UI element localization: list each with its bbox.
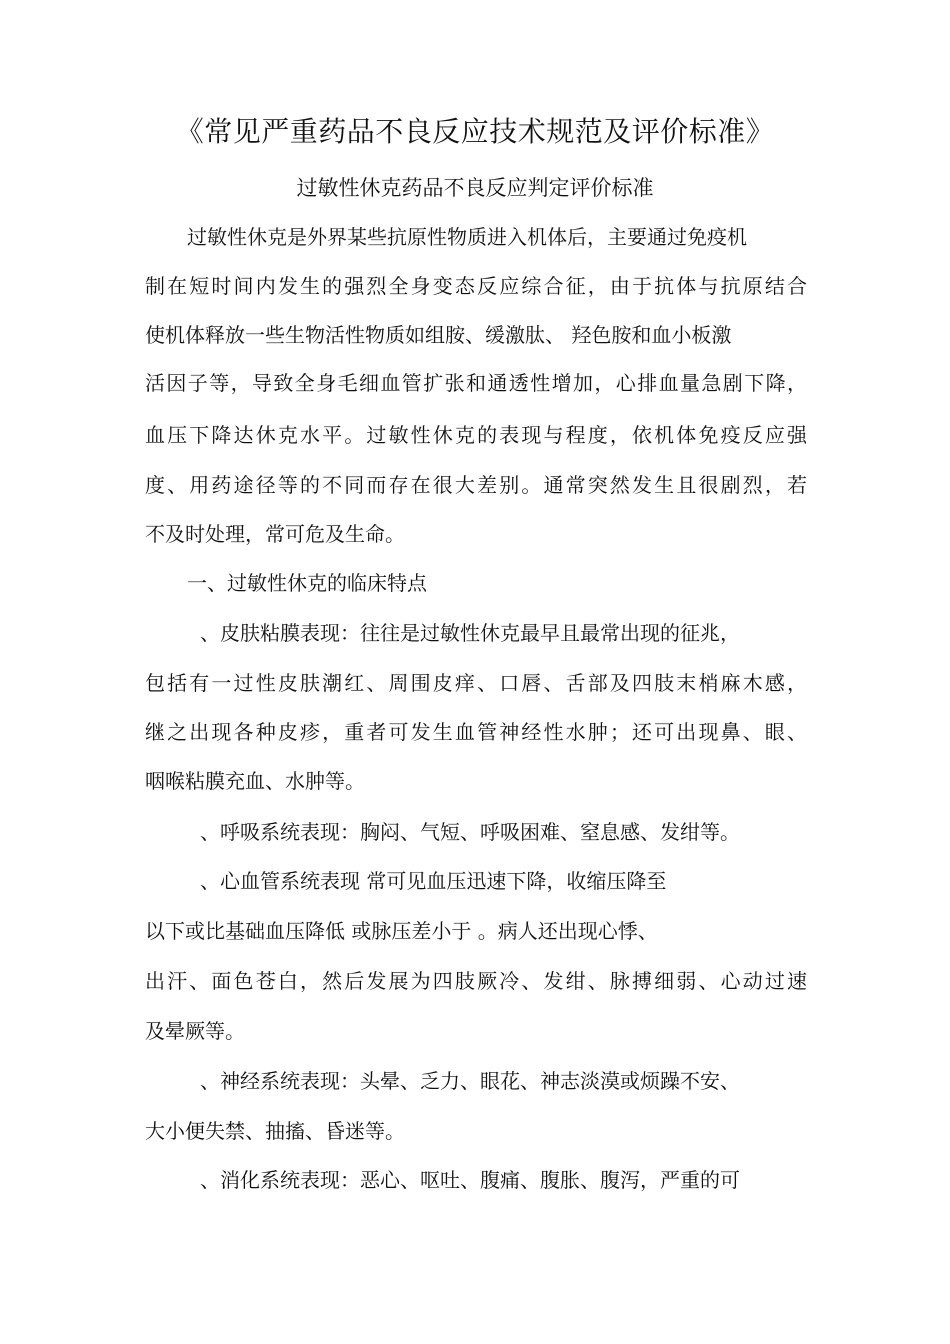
paragraph-line: 继之出现各种皮疹，重者可发生血管神经性水肿；还可出现鼻、眼、	[145, 720, 807, 744]
paragraph-line: 出汗、面色苍白，然后发展为四肢厥冷、发绀、脉搏细弱、心动过速	[145, 969, 807, 993]
paragraph-line: 咽喉粘膜充血、水肿等。	[145, 769, 365, 793]
paragraph-line: 包括有一过性皮肤潮红、周围皮痒、口唇、舌部及四肢末梢麻木感，	[145, 671, 807, 695]
paragraph-line: 、神经系统表现：头晕、乏力、眼花、神志淡漠或烦躁不安、	[200, 1069, 740, 1093]
paragraph-line: 度、用药途径等的不同而存在很大差别。通常突然发生且很剧烈，若	[145, 473, 807, 497]
paragraph-line: 、心血管系统表现 常可见血压迅速下降，收缩压降至	[200, 869, 667, 893]
paragraph-line: 不及时处理，常可危及生命。	[145, 522, 405, 546]
paragraph-line: 制在短时间内发生的强烈全身变态反应综合征，由于抗体与抗原结合	[145, 274, 807, 298]
paragraph-line: 大小便失禁、抽搐、昏迷等。	[145, 1119, 405, 1143]
paragraph-line: 活因子等，导致全身毛细血管扩张和通透性增加，心排血量急剧下降，	[145, 371, 807, 395]
paragraph-line: 、呼吸系统表现：胸闷、气短、呼吸困难、窒息感、发绀等。	[200, 820, 740, 844]
paragraph-line: 以下或比基础血压降低 或脉压差小于 。病人还出现心悸、	[145, 919, 658, 943]
document-title: 《常见严重药品不良反应技术规范及评价标准》	[175, 115, 775, 148]
paragraph-line: 过敏性休克是外界某些抗原性物质进入机体后，主要通过免疫机	[187, 225, 747, 249]
section-heading: 一、过敏性休克的临床特点	[187, 571, 427, 595]
document-subtitle: 过敏性休克药品不良反应判定评价标准	[296, 176, 654, 200]
paragraph-line: 血压下降达休克水平。过敏性休克的表现与程度，依机体免疫反应强	[145, 423, 807, 447]
paragraph-line: 、消化系统表现：恶心、呕吐、腹痛、腹胀、腹泻，严重的可	[200, 1168, 740, 1192]
paragraph-line: 、皮肤粘膜表现：往往是过敏性休克最早且最常出现的征兆，	[200, 621, 740, 645]
paragraph-line: 及晕厥等。	[145, 1019, 245, 1043]
paragraph-line: 使机体释放一些生物活性物质如组胺、缓激肽、 羟色胺和血小板激	[145, 323, 732, 347]
